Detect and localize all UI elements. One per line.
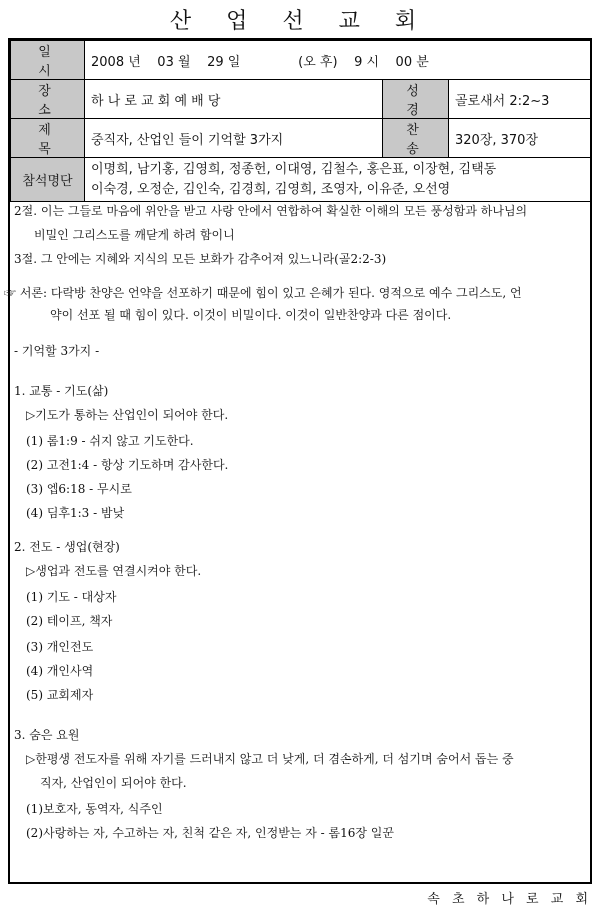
attendees-label: 참석명단 [11,158,85,202]
date-value: 2008 년 03 월 29 일 (오 후) 9 시 00 분 [85,41,591,80]
attendees-value [85,158,591,202]
verse-3-line: 3절. 그 안에는 지혜와 지식의 모든 보화가 감추어져 있느니라(골2:2-3) [14,252,387,266]
scripture-value: 골로새서 2:2~3 [449,80,591,119]
verse-2-line-2: 비밀인 그리스도를 깨닫게 하려 함이니 [34,228,235,242]
subject-label: 제 목 [11,119,85,158]
point-1-item-2: (2) 고전1:4 - 항상 기도하며 감사한다. [26,458,229,472]
info-table [10,40,591,202]
verse-2-line-1: 2절. 이는 그들로 마음에 위안을 받고 사랑 안에서 연합하여 확실한 이해의 모든 풍성함과 하나님의 [14,204,528,218]
point-3-summary-line-1: ▷한평생 전도자를 위해 자기를 드러내지 않고 더 낮게, 더 겸손하게, 더 섬기며 숨어서 돕는 중 [26,752,514,766]
point-2-item-2: (2) 테이프, 책자 [26,614,113,628]
hymn-label: 찬 송 [383,119,449,158]
report-frame [4,38,592,884]
attendees-line-2: 이숙경, 오정순, 김인숙, 김경희, 김영희, 조영자, 이유준, 오선영 [91,181,451,197]
point-2-heading: 2. 전도 - 생업(현장) [14,540,120,554]
place-label: 장 소 [11,80,85,119]
point-3-heading: 3. 숨은 요원 [14,728,80,742]
point-3-item-2: (2)사랑하는 자, 수고하는 자, 친척 같은 자, 인정받는 자 - 롬16장 일꾼 [26,826,394,840]
point-2-item-4: (4) 개인사역 [26,664,94,678]
attendees-line-1: 이명희, 남기홍, 김영희, 정종헌, 이대영, 김철수, 홍은표, 이장현, 김택동 [91,161,497,177]
point-1-item-4: (4) 딤후1:3 - 밤낮 [26,506,125,520]
point-1-heading: 1. 교통 - 기도(삶) [14,384,109,398]
point-2-item-5: (5) 교회제자 [26,688,94,702]
footer-church-name: 속 초 하 나 로 교 회 [427,892,592,907]
point-3-summary-line-2: 직자, 산업인이 되어야 한다. [40,776,187,790]
page-title: 산 업 선 교 회 [169,9,431,34]
place-value: 하 나 로 교 회 예 배 당 [85,80,383,119]
point-1-item-1: (1) 롬1:9 - 쉬지 않고 기도한다. [26,434,194,448]
point-2-item-1: (1) 기도 - 대상자 [26,590,117,604]
intro-line-2: 약이 선포 될 때 힘이 있다. 이것이 비밀이다. 이것이 일반찬양과 다른 점이다. [50,308,452,322]
subject-value: 중직자, 산업인 들이 기억할 3가지 [85,119,383,158]
point-1-item-3: (3) 엡6:18 - 무시로 [26,482,132,496]
hymn-value: 320장, 370장 [449,119,591,158]
point-2-item-3: (3) 개인전도 [26,640,94,654]
date-label: 일 시 [11,41,85,80]
section-heading: - 기억할 3가지 - [14,344,100,358]
point-3-item-1: (1)보호자, 동역자, 식주인 [26,802,163,816]
intro-line-1: ☞ 서론: 다락방 찬양은 언약을 선포하기 때문에 힘이 있고 은혜가 된다. 영적으로 예수 그리스도, 언 [4,286,522,300]
point-1-summary: ▷기도가 통하는 산업인이 되어야 한다. [26,408,229,422]
scripture-label: 성 경 [383,80,449,119]
point-2-summary: ▷생업과 전도를 연결시켜야 한다. [26,564,202,578]
